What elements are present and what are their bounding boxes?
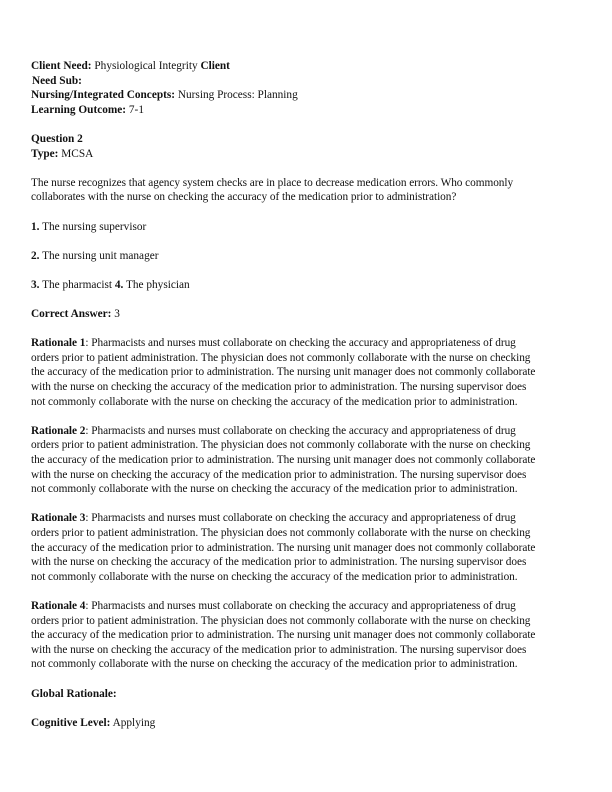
rationale-label: Rationale 2 <box>31 424 86 437</box>
cognitive-level-label: Cognitive Level: <box>31 716 111 729</box>
rationale-line: orders prior to patient administration. The physician does not commonly collaborate with the nurse on checking <box>31 351 531 364</box>
option-number: 2. <box>31 249 40 262</box>
learning-outcome-label: Learning Outcome: <box>31 103 127 116</box>
rationale-line: the accuracy of the medication prior to administration. The nursing unit manager does not commonly collaborate <box>31 629 536 642</box>
question-block <box>31 132 581 322</box>
option-number: 1. <box>31 220 40 233</box>
rationale-line: the accuracy of the medication prior to administration. The nursing unit manager does not commonly collaborate <box>31 454 536 467</box>
rationale-line: with the nurse on checking the accuracy of the medication prior to administration. The nursing supervisor does <box>31 643 527 656</box>
option-number: 4. <box>114 278 124 291</box>
rationale-line: with the nurse on checking the accuracy of the medication prior to administration. The nursing supervisor does <box>31 468 527 481</box>
rationale-line: : Pharmacists and nurses must collaborate on checking the accuracy and appropriateness of drug <box>85 337 516 350</box>
rationale-1 <box>31 336 587 409</box>
cognitive-level-value: Applying <box>112 716 156 729</box>
learning-outcome-value: 7-1 <box>128 103 144 116</box>
client-need-sub-label-b: Need Sub: <box>32 74 82 87</box>
client-need-sub-line <box>31 74 581 89</box>
rationale-line: the accuracy of the medication prior to administration. The nursing unit manager does not commonly collaborate <box>31 366 536 379</box>
concepts-label: Nursing/Integrated Concepts: <box>31 89 176 102</box>
rationale-line: not commonly collaborate with the nurse on checking the accuracy of the medication prior to administration. <box>31 395 518 408</box>
question-stem <box>31 176 587 205</box>
rationale-line: : Pharmacists and nurses must collaborate on checking the accuracy and appropriateness of drug <box>85 424 516 437</box>
cognitive-level-line <box>31 716 581 731</box>
rationale-line: orders prior to patient administration. The physician does not commonly collaborate with the nurse on checking <box>31 439 531 452</box>
rationale-3 <box>31 511 587 584</box>
rationale-line: orders prior to patient administration. The physician does not commonly collaborate with the nurse on checking <box>31 614 531 627</box>
correct-answer-label: Correct Answer: <box>31 308 112 321</box>
question-type-line <box>31 147 581 162</box>
rationale-line: not commonly collaborate with the nurse on checking the accuracy of the medication prior to administration. <box>31 658 518 671</box>
question-title <box>31 132 581 147</box>
correct-answer-line <box>31 307 581 322</box>
option-text: The nursing unit manager <box>42 249 159 262</box>
question-type-label: Type: <box>31 147 59 160</box>
option-2 <box>31 249 581 264</box>
rationale-line: with the nurse on checking the accuracy of the medication prior to administration. The nursing supervisor does <box>31 556 527 569</box>
rationale-line: orders prior to patient administration. The physician does not commonly collaborate with the nurse on checking <box>31 527 531 539</box>
stem-line: collaborates with the nurse on checking the accuracy of the medication prior to administration? <box>31 191 457 204</box>
option-1 <box>31 220 581 235</box>
metadata-block <box>31 59 581 117</box>
option-text: The pharmacist <box>42 278 113 291</box>
option-number: 3. <box>31 278 40 291</box>
rationale-line: not commonly collaborate with the nurse on checking the accuracy of the medication prior to administration. <box>31 570 518 583</box>
question-type-value: MCSA <box>61 147 94 160</box>
correct-answer-value: 3 <box>114 308 120 321</box>
document-page <box>31 59 581 730</box>
client-need-label: Client Need: <box>31 60 92 72</box>
stem-line: The nurse recognizes that agency system checks are in place to decrease medication errors. Who commonly <box>31 176 514 189</box>
client-need-line <box>31 59 581 74</box>
global-rationale-label: Global Rationale: <box>31 687 117 700</box>
client-need-sub-label-a: Client <box>200 60 230 72</box>
option-text: The nursing supervisor <box>42 220 147 233</box>
rationale-4 <box>31 599 587 672</box>
rationale-label: Rationale 4 <box>31 599 86 612</box>
rationale-line: the accuracy of the medication prior to administration. The nursing unit manager does not commonly collaborate <box>31 541 536 554</box>
option-3-4 <box>31 278 581 293</box>
rationale-2 <box>31 424 587 497</box>
rationale-label: Rationale 1 <box>31 337 86 350</box>
learning-outcome-line <box>31 103 581 118</box>
rationale-line: with the nurse on checking the accuracy of the medication prior to administration. The nursing supervisor does <box>31 381 527 394</box>
rationale-label: Rationale 3 <box>31 512 86 525</box>
concepts-line <box>31 88 581 103</box>
rationale-line: : Pharmacists and nurses must collaborate on checking the accuracy and appropriateness of drug <box>85 599 516 612</box>
question-title-text: Question 2 <box>31 132 83 145</box>
concepts-value: Nursing Process: Planning <box>177 89 298 102</box>
option-text: The physician <box>126 278 190 291</box>
rationale-line: not commonly collaborate with the nurse on checking the accuracy of the medication prior to administration. <box>31 483 518 496</box>
global-rationale-line <box>31 687 581 702</box>
client-need-value: Physiological Integrity <box>94 60 198 72</box>
rationale-line: : Pharmacists and nurses must collaborate on checking the accuracy and appropriateness of drug <box>85 512 516 525</box>
